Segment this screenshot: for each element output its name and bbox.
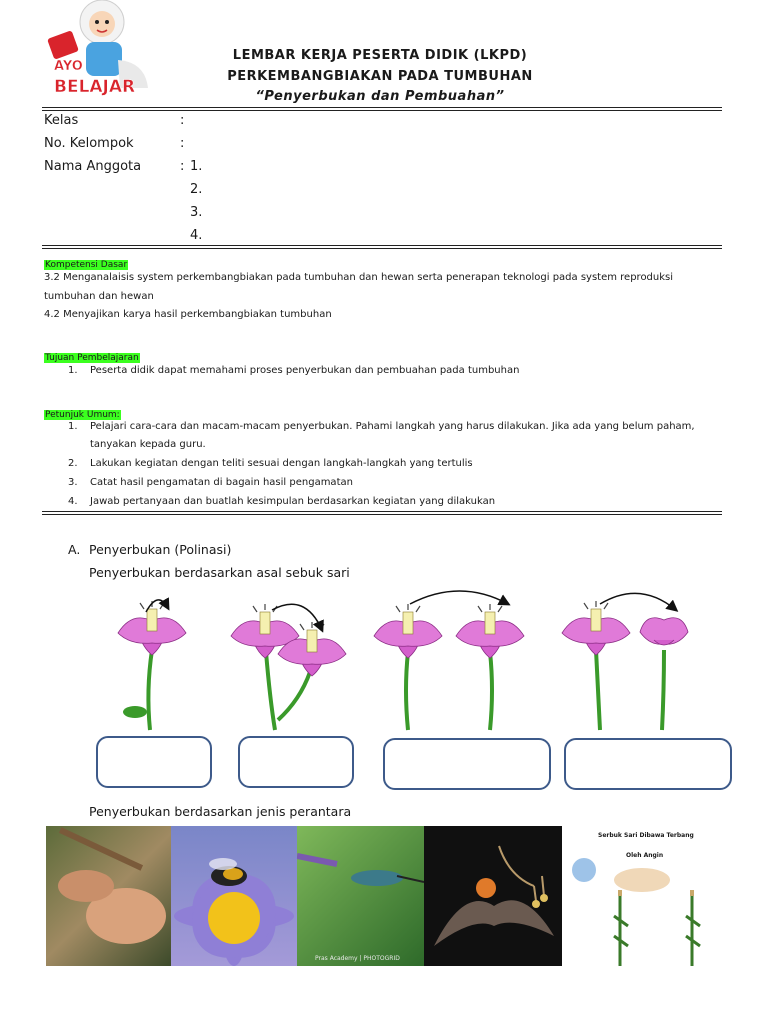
list-number: 4. [68,496,78,507]
petunjuk-item-3: Catat hasil pengamatan di bagain hasil pengamatan [90,477,353,488]
answer-box-4[interactable] [564,738,732,790]
answer-box-3[interactable] [383,738,551,790]
kd-line1: 3.2 Menganalaisis system perkembangbiakan pada tumbuhan dan hewan serta penerapan teknologi pada system reproduksi [44,272,674,283]
label-kelas: Kelas [44,113,79,128]
hand-pollination-photo [46,826,171,966]
bat-pollination-photo [424,826,562,966]
list-number: 3. [68,477,78,488]
divider [42,107,722,108]
section-subtitle-1: Penyerbukan berdasarkan asal sebuk sari [89,565,350,580]
pollination-diagram [0,580,768,735]
section-title: Penyerbukan (Polinasi) [89,542,232,557]
divider [42,248,722,249]
kd-heading: Kompetensi Dasar [45,260,128,270]
member-1: 1. [190,159,203,174]
answer-box-2[interactable] [238,736,354,788]
list-number: 2. [68,458,78,469]
petunjuk-item-1b: tanyakan kepada guru. [90,439,206,450]
list-number: 1. [68,421,78,432]
photo-watermark: Pras Academy | PHOTOGRID [315,955,400,962]
doc-title: LEMBAR KERJA PESERTA DIDIK (LKPD) [232,48,528,63]
section-subtitle-2: Penyerbukan berdasarkan jenis perantara [89,804,352,819]
petunjuk-item-1: Pelajari cara-cara dan macam-macam penyerbukan. Pahami langkah yang harus dilakukan. Jika ada yang belum paham, [90,421,695,432]
answer-box-1[interactable] [96,736,212,788]
colon: : [180,113,185,128]
kd-line2: tumbuhan dan hewan [44,291,154,302]
wind-subtitle: Oleh Angin [626,852,664,859]
bee-pollination-photo [171,826,297,966]
ayo-belajar-logo [40,0,160,100]
kd-line3: 4.2 Menyajikan karya hasil perkembangbiakan tumbuhan [44,309,332,320]
member-3: 3. [190,205,203,220]
divider [42,511,722,512]
list-number: 1. [68,365,78,376]
label-kelompok: No. Kelompok [44,136,134,151]
tujuan-heading: Tujuan Pembelajaran [45,353,139,363]
member-2: 2. [190,182,203,197]
colon: : [180,159,185,174]
divider [42,514,722,515]
divider [42,110,722,111]
logo-line2: BELAJAR [54,77,136,97]
hummingbird-pollination-photo [297,826,424,966]
tujuan-item: Peserta didik dapat memahami proses penyerbukan dan pembuahan pada tumbuhan [90,365,520,376]
logo-line1: AYO [54,59,83,74]
divider [42,245,722,246]
doc-subtitle: PERKEMBANGBIAKAN PADA TUMBUHAN [227,69,533,84]
petunjuk-item-2: Lakukan kegiatan dengan teliti sesuai dengan langkah-langkah yang tertulis [90,458,473,469]
doc-topic: “Penyerbukan dan Pembuahan” [255,89,505,104]
wind-title: Serbuk Sari Dibawa Terbang [598,832,694,839]
label-anggota: Nama Anggota [44,159,142,174]
colon: : [180,136,185,151]
section-letter: A. [68,542,81,557]
petunjuk-item-4: Jawab pertanyaan dan buatlah kesimpulan berdasarkan kegiatan yang dilakukan [90,496,496,507]
member-4: 4. [190,228,203,243]
wind-pollination-photo [562,826,718,966]
petunjuk-heading: Petunjuk Umum: [45,410,120,420]
